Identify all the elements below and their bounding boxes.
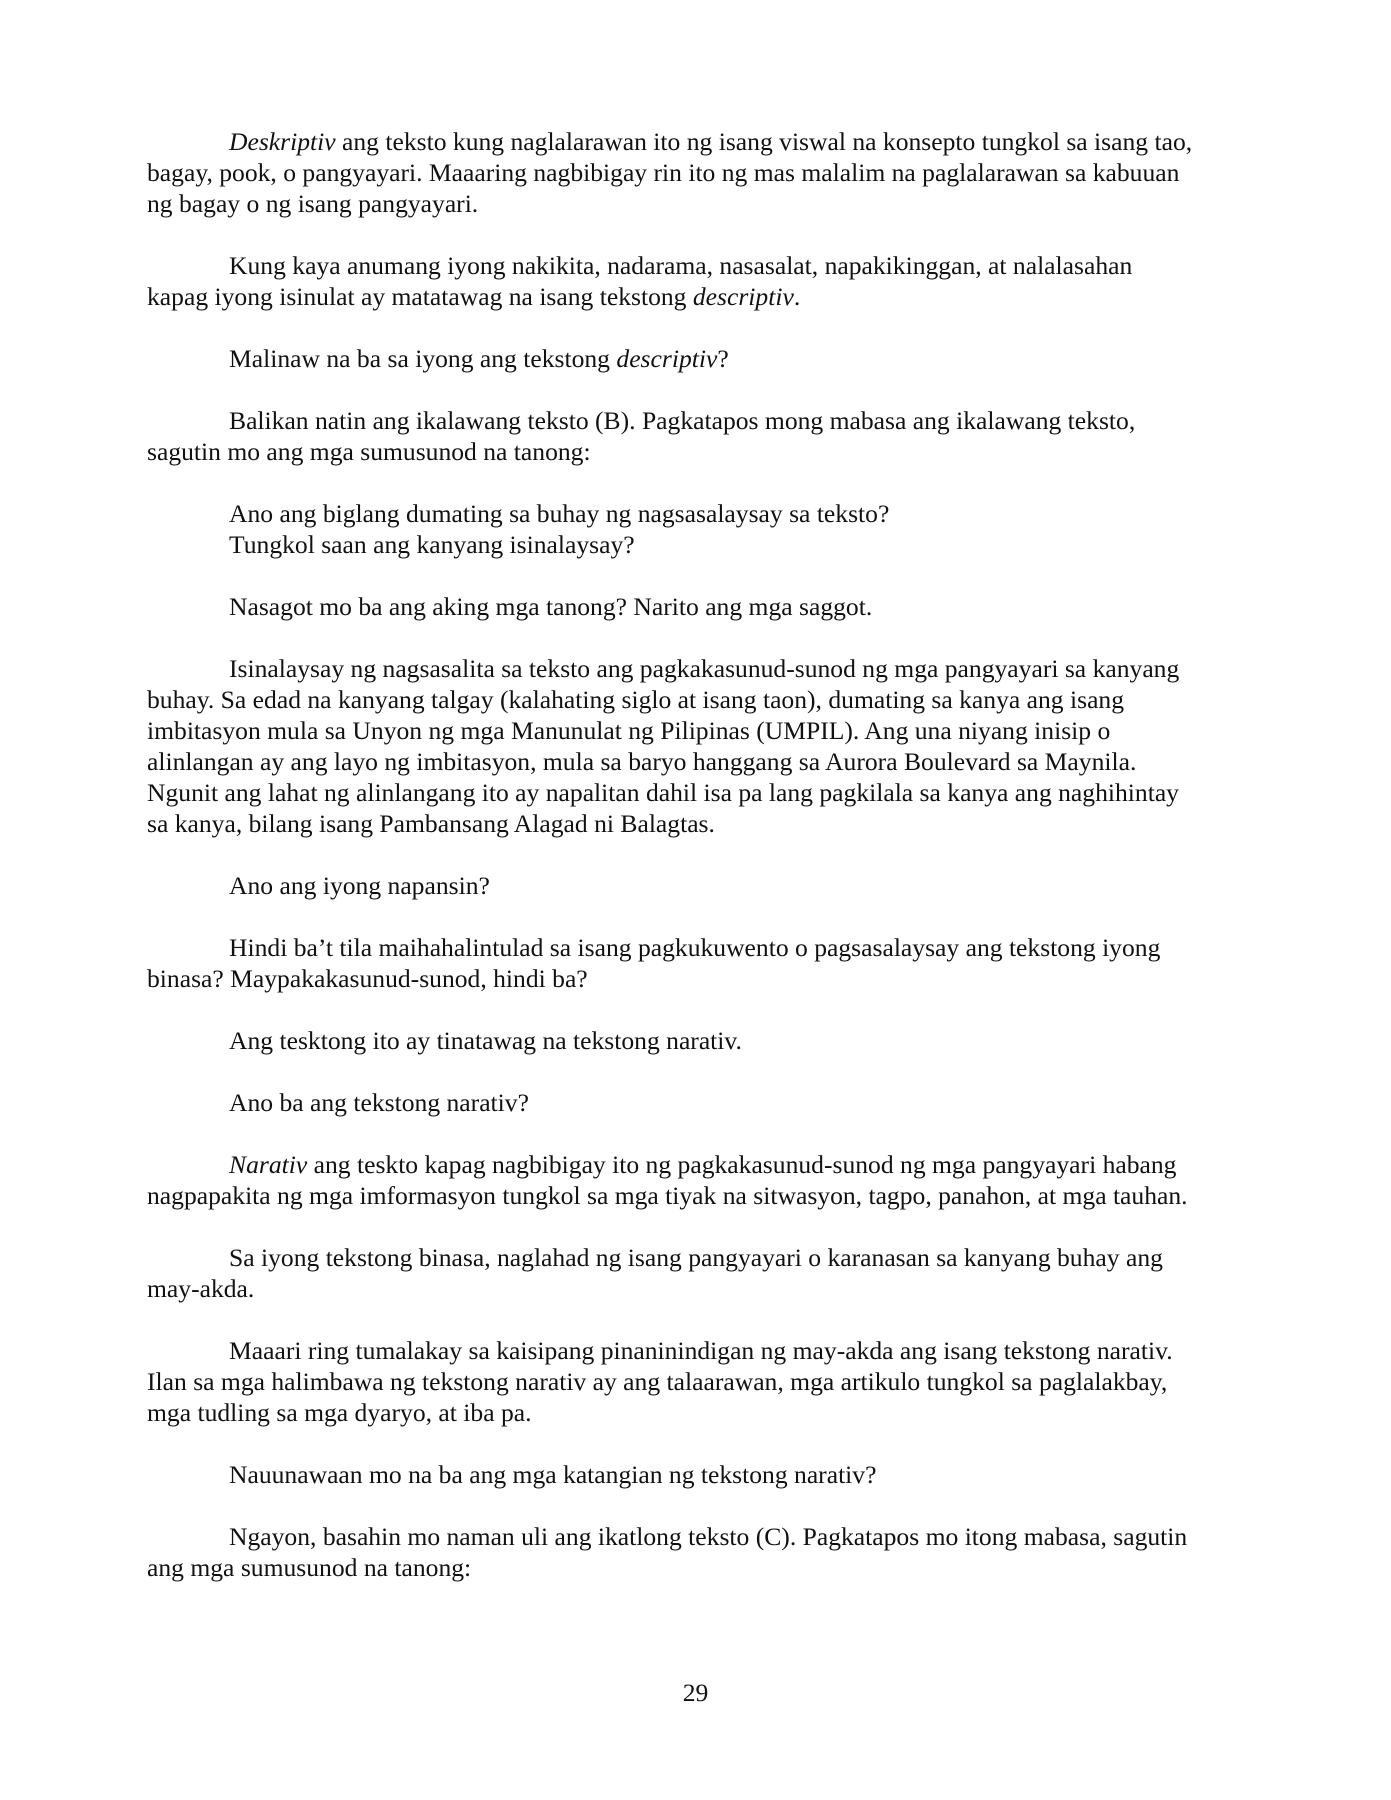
term-deskriptiv: Deskriptiv [229,127,336,156]
term-descriptiv: descriptiv [616,344,718,373]
question-1: Ano ang biglang dumating sa buhay ng nagsasalaysay sa teksto? [229,499,890,528]
paragraph-punctuation: ? [717,344,729,373]
paragraph-narativ-definition [147,1149,1272,1211]
page-number: 29 [682,1678,709,1707]
paragraph-napansin: Ano ang iyong napansin? [229,871,490,900]
page-body [147,126,1272,1583]
paragraph-hindi-bat: Hindi ba’t tila maihahalintulad sa isang pagkukuwento o pagsasalaysay ang tekstong iyong binasa? Maypakakasunud-sunod, hindi ba? [147,933,1161,993]
paragraph-punctuation: . [793,282,801,311]
paragraph-nauunawaan: Nauunawaan mo na ba ang mga katangian ng tekstong narativ? [229,1460,877,1489]
paragraph-balikan-teksto-b: Balikan natin ang ikalawang teksto (B). Pagkatapos mong mabasa ang ikalawang teksto, sagutin mo ang mga sumusunod na tanong: [147,406,1136,466]
paragraph-text: ang teksto kung naglalarawan ito ng isang viswal na konsepto tungkol sa isang tao, bagay, pook, o pangyayari. Maaaring nagbibigay rin ito ng mas malalim na paglalarawan sa kabuuan ng bagay o ng isang pangyayari. [147,127,1193,218]
paragraph-text: Kung kaya anumang iyong nakikita, nadarama, nasasalat, napakikinggan, at nalalasahan kapag iyong isinulat ay matatawag na isang tekstong [147,251,1133,311]
term-narativ: Narativ [229,1150,308,1179]
paragraph-nasagot: Nasagot mo ba ang aking mga tanong? Narito ang mga saggot. [229,592,873,621]
paragraph-tinatawag-narativ: Ang tesktong ito ay tinatawag na tekstong narativ. [229,1026,742,1055]
paragraph-descriptiv-summary [147,250,1272,312]
question-2: Tungkol saan ang kanyang isinalaysay? [229,530,635,559]
paragraph-ano-ba-narativ: Ano ba ang tekstong narativ? [229,1088,529,1117]
paragraph-tekstong-binasa: Sa iyong tekstong binasa, naglahad ng isang pangyayari o karanasan sa kanyang buhay ang may-akda. [147,1243,1163,1303]
paragraph-text: ang teskto kapag nagbibigay ito ng pagkakasunud-sunod ng mga pangyayari habang nagpapakita ng mga imformasyon tungkol sa mga tiyak na sitwasyon, tagpo, panahon, at mga tauhan. [147,1150,1188,1210]
paragraph-descriptiv-question [147,343,1272,374]
paragraph-text: Malinaw na ba sa iyong ang tekstong [229,344,617,373]
paragraph-ngayon-teksto-c: Ngayon, basahin mo naman uli ang ikatlong teksto (C). Pagkatapos mo itong mabasa, sagutin ang mga sumusunod na tanong: [147,1522,1188,1582]
paragraph-isinalaysay: Isinalaysay ng nagsasalita sa teksto ang pagkakasunud-sunod ng mga pangyayari sa kanyang buhay. Sa edad na kanyang talgay (kalahating siglo at isang taon), dumating sa kanya ang isang imbitasyon mula sa Unyon ng mga Manunulat ng Pilipinas (UMPIL). Ang una niyang inisip o alinlangan ay ang layo ng imbitasyon, mula sa baryo hanggang sa Aurora Boulevard sa Maynila. Ngunit ang lahat ng alinlangang ito ay napalitan dahil isa pa lang pagkilala sa kanya ang naghihintay sa kanya, bilang isang Pambansang Alagad ni Balagtas. [147,654,1180,838]
paragraph-maaari-ring: Maaari ring tumalakay sa kaisipang pinaninindigan ng may-akda ang isang tekstong narativ. Ilan sa mga halimbawa ng tekstong narativ ay ang talaarawan, mga artikulo tungkol sa paglalakbay, mga tudling sa mga dyaryo, at iba pa. [147,1336,1173,1427]
term-descriptiv: descriptiv [692,282,794,311]
paragraph-deskriptiv-definition [147,126,1272,219]
